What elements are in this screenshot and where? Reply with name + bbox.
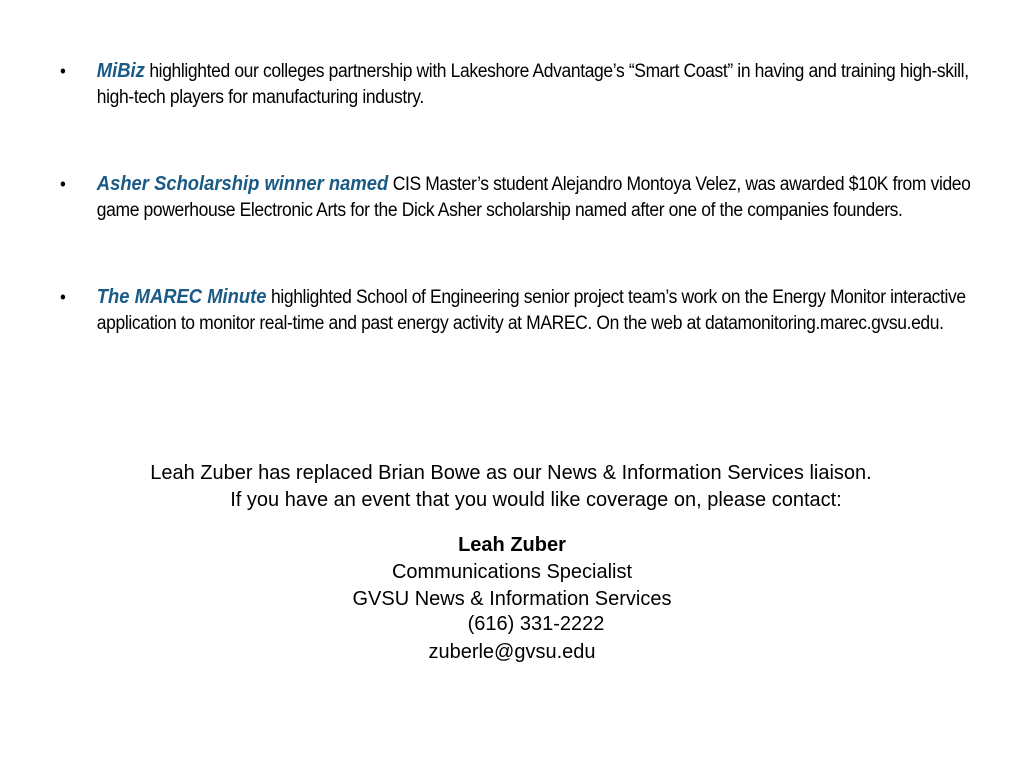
- contact-block: [0, 460, 1024, 666]
- bullet-dot-icon: •: [60, 61, 66, 81]
- bullet-dot-icon: •: [60, 287, 66, 307]
- bullet-item-asher-scholarship: [60, 171, 971, 224]
- bullet-text: CIS Master’s student Alejandro Montoya Velez, was awarded $10K from video game powerhouse Electronic Arts for the Dick Asher scholarship named after one of the companies founders.: [96, 174, 971, 221]
- spacer: [0, 514, 1024, 532]
- bullet-item-mibiz: [60, 58, 971, 111]
- bullet-text: highlighted our colleges partnership with Lakeshore Advantage’s “Smart Coast” in having and training high-skill, high-tech players for manufacturing industry.: [96, 61, 969, 108]
- bullet-highlight: MiBiz: [96, 60, 145, 82]
- news-bullet-list: [60, 58, 971, 337]
- bullet-highlight: Asher Scholarship winner named: [96, 173, 389, 195]
- contact-organization: GVSU News & Information Services: [352, 588, 672, 610]
- bullet-highlight: The MAREC Minute: [96, 286, 267, 308]
- bullet-item-marec-minute: [60, 284, 971, 337]
- contact-name: Leah Zuber: [458, 534, 566, 556]
- contact-title: Communications Specialist: [391, 561, 633, 583]
- contact-email[interactable]: zuberle@gvsu.edu: [428, 641, 596, 663]
- liaison-notice: Leah Zuber has replaced Brian Bowe as our News & Information Services liaison.: [150, 462, 872, 484]
- bullet-dot-icon: •: [60, 174, 66, 194]
- bullet-text: highlighted School of Engineering senior project team’s work on the Energy Monitor interactive application to monitor real-time and past energy activity at MAREC. On the web at datamonitoring.marec.gvsu.edu.: [96, 287, 966, 334]
- coverage-request: If you have an event that you would like coverage on, please contact:: [230, 489, 842, 511]
- contact-phone: (616) 331-2222: [467, 613, 605, 635]
